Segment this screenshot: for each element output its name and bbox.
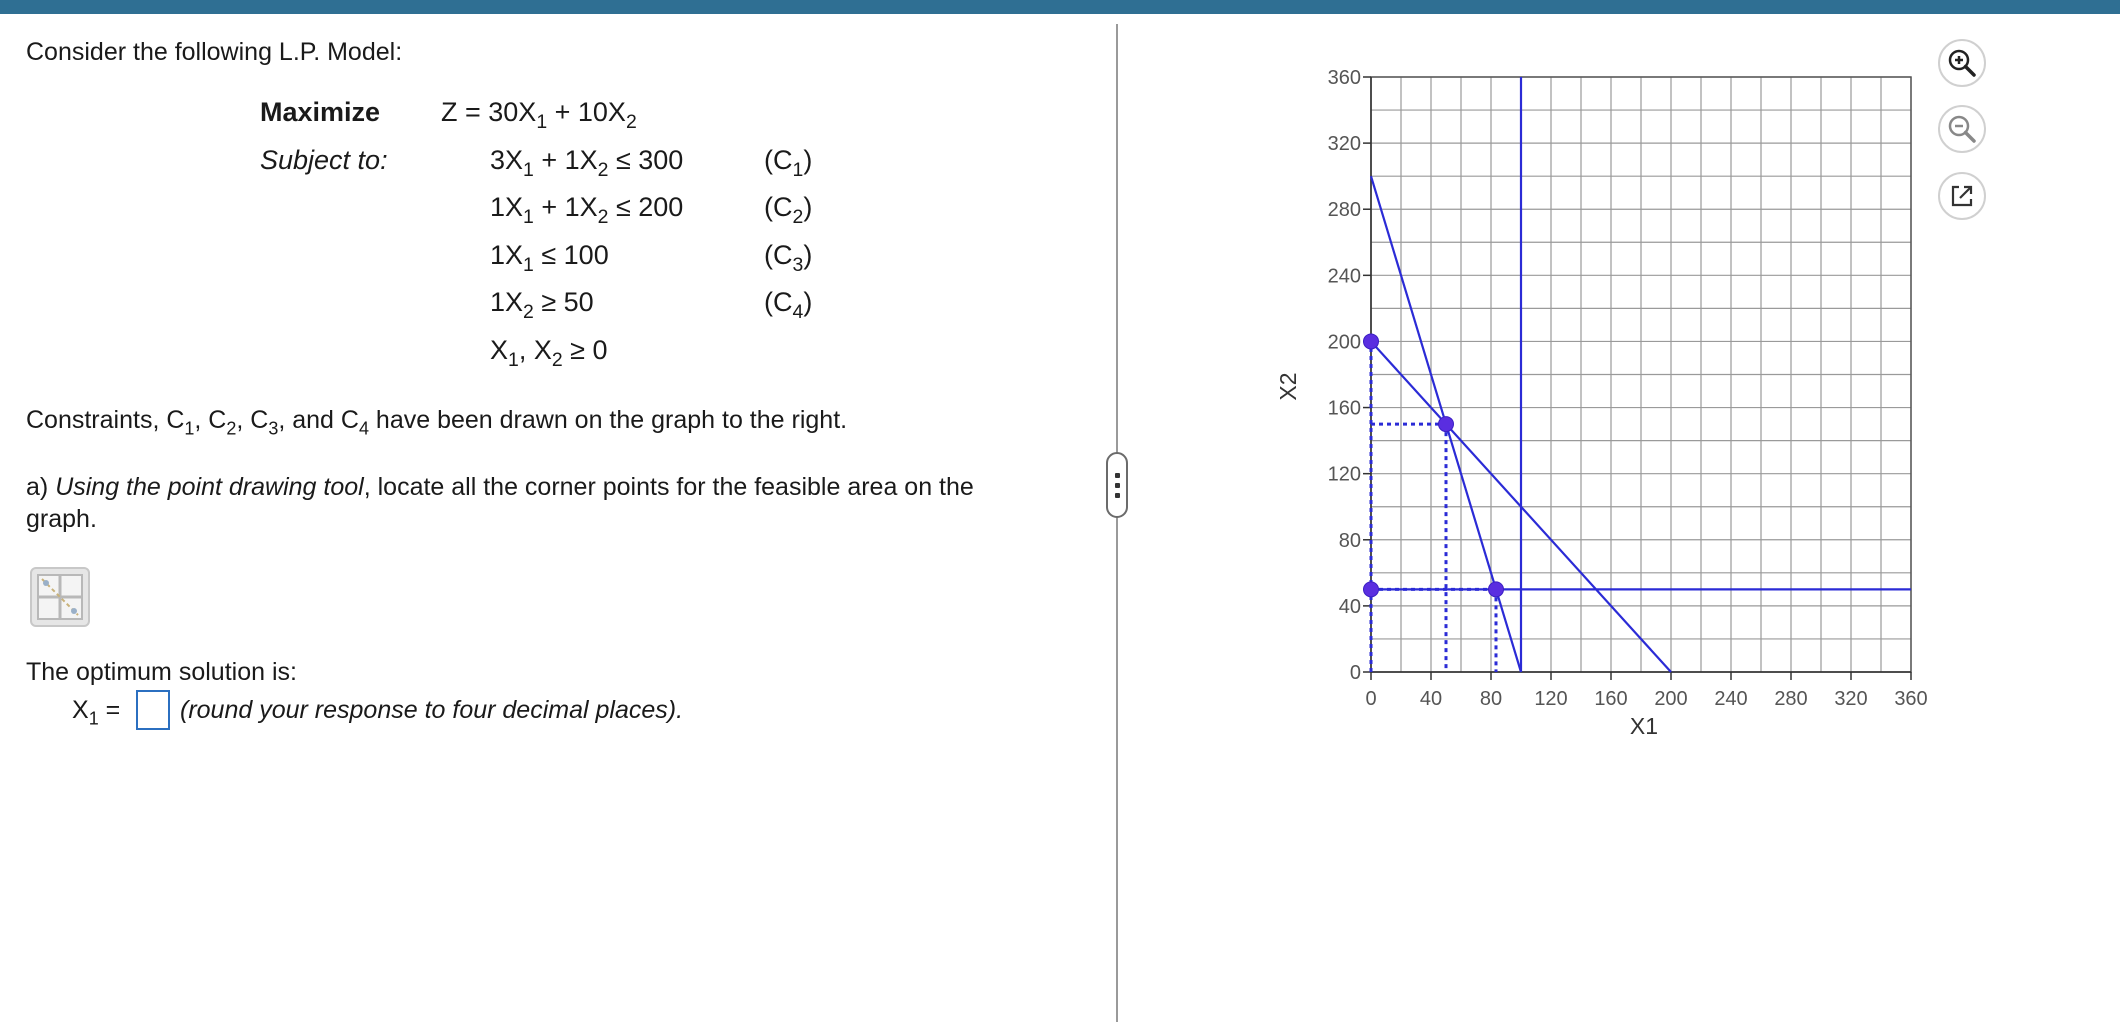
corner-point xyxy=(1364,582,1379,597)
corner-point xyxy=(1364,334,1379,349)
y-tick-label: 160 xyxy=(1327,397,1361,420)
panel-resize-handle[interactable] xyxy=(1106,452,1128,518)
constraints-drawn-note: Constraints, $C_1$, $C_2$, $C_3$, and $C_4$ have been drawn on the graph to the right. xyxy=(26,406,848,439)
x1-variable-label: $X_1$ = xyxy=(72,696,121,729)
constraint-c3: $1X_1 \le 100$ xyxy=(490,240,609,276)
zoom-in-icon xyxy=(1946,47,1978,79)
x-tick-label: 40 xyxy=(1419,688,1443,710)
constraint-c1-tag: $(C_1)$ xyxy=(764,145,813,181)
y-tick-label: 280 xyxy=(1327,199,1361,222)
y-tick-label: 120 xyxy=(1327,463,1361,486)
x-tick-label: 240 xyxy=(1714,688,1748,710)
y-tick-label: 40 xyxy=(1338,595,1361,618)
subject-to-label: Subject to: xyxy=(260,145,388,175)
constraint-c2: $1X_1 + 1X_2 \le 200$ xyxy=(490,192,684,228)
y-tick-label: 0 xyxy=(1349,662,1361,684)
x-tick-label: 80 xyxy=(1479,688,1503,710)
x-tick-label: 200 xyxy=(1654,688,1688,710)
popout-icon xyxy=(1947,181,1977,211)
lp-graph[interactable] xyxy=(1270,55,1950,739)
y-tick-label: 240 xyxy=(1327,265,1361,288)
x-tick-label: 120 xyxy=(1534,688,1568,710)
optimum-label: The optimum solution is: xyxy=(26,658,297,686)
part-a-instructions-line2: graph. xyxy=(26,505,97,533)
intro-text: Consider the following L.P. Model: xyxy=(26,38,403,66)
y-tick-label: 320 xyxy=(1327,133,1361,156)
constraint-c4-tag: $(C_4)$ xyxy=(764,287,813,323)
x-axis-label: X1 xyxy=(1629,713,1659,739)
point-tool-icon xyxy=(32,569,88,625)
zoom-out-button[interactable] xyxy=(1938,105,1986,153)
popout-button[interactable] xyxy=(1938,172,1986,220)
point-tool-button[interactable] xyxy=(30,567,90,627)
x-tick-label: 0 xyxy=(1365,688,1377,710)
constraint-c4: $1X_2 \ge 50$ xyxy=(490,287,594,323)
x-tick-label: 320 xyxy=(1834,688,1868,710)
constraint-c2-tag: $(C_2)$ xyxy=(764,192,813,228)
y-tick-label: 200 xyxy=(1327,331,1361,354)
x1-answer-input[interactable] xyxy=(136,690,170,730)
constraint-c1: $3X_1 + 1X_2 \le 300$ xyxy=(490,145,684,181)
x-tick-label: 160 xyxy=(1594,688,1628,710)
constraint-c3-tag: $(C_3)$ xyxy=(764,240,813,276)
corner-point xyxy=(1439,417,1454,432)
y-tick-label: 80 xyxy=(1338,529,1361,552)
y-tick-label: 360 xyxy=(1327,67,1361,89)
nonnegativity-constraint: $X_1$, $X_2 \ge 0$ xyxy=(490,335,608,371)
panel-divider xyxy=(1116,24,1118,1022)
x-tick-label: 280 xyxy=(1774,688,1808,710)
x-tick-label: 360 xyxy=(1894,688,1928,710)
zoom-in-button[interactable] xyxy=(1938,39,1986,87)
corner-point xyxy=(1488,582,1503,597)
y-axis-label: X2 xyxy=(1275,372,1301,401)
objective-function: $Z = 30X_1 + 10X_2$ xyxy=(441,97,637,133)
zoom-out-icon xyxy=(1946,113,1978,145)
rounding-hint: (round your response to four decimal places). xyxy=(180,696,684,724)
part-a-instructions: a) Using the point drawing tool, locate all the corner points for the feasible area on the xyxy=(26,473,974,501)
objective-label: Maximize xyxy=(260,97,381,127)
